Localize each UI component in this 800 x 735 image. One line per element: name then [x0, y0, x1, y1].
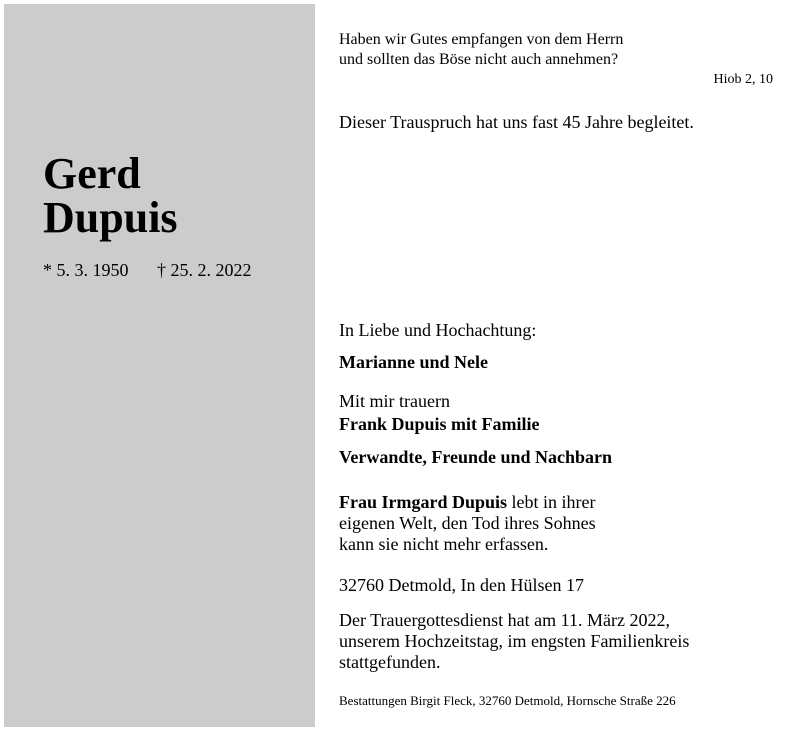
mother-note: [339, 492, 596, 555]
service-line-1: Der Trauergottesdienst hat am 11. März 2022,: [339, 610, 670, 630]
intro-line: In Liebe und Hochachtung:: [339, 320, 537, 340]
co-mourner-2: Verwandte, Freunde und Nachbarn: [339, 447, 613, 467]
co-mourner-1: Frank Dupuis mit Familie: [339, 414, 540, 434]
service-note: [339, 610, 689, 673]
deceased-name: [43, 149, 178, 242]
death-date: † 25. 2. 2022: [157, 260, 252, 280]
mother-note-line-2: eigenen Welt, den Tod ihres Sohnes: [339, 513, 596, 533]
mother-note-line-1-rest: lebt in ihrer: [507, 492, 596, 512]
funeral-home: Bestattungen Birgit Fleck, 32760 Detmold, Hornsche Straße 226: [339, 693, 676, 708]
name-panel: [4, 4, 315, 727]
mother-note-line-1: [339, 492, 596, 513]
birth-date: * 5. 3. 1950: [43, 260, 129, 280]
service-line-3: stattgefunden.: [339, 652, 441, 672]
co-mourners-intro: Mit mir trauern: [339, 391, 450, 411]
bible-quote: [339, 30, 623, 70]
address: 32760 Detmold, In den Hülsen 17: [339, 575, 584, 595]
mother-note-line-3: kann sie nicht mehr erfassen.: [339, 534, 549, 554]
quote-line-1: Haben wir Gutes empfangen von dem Herrn: [339, 31, 624, 48]
mother-name: Frau Irmgard Dupuis: [339, 492, 508, 512]
quote-reference: Hiob 2, 10: [713, 72, 773, 87]
quote-line-2: und sollten das Böse nicht auch annehmen?: [339, 51, 619, 68]
primary-mourners: Marianne und Nele: [339, 352, 489, 372]
last-name: Dupuis: [43, 193, 178, 242]
obituary-notice: [4, 4, 796, 727]
wedding-verse-note: Dieser Trauspruch hat uns fast 45 Jahre begleitet.: [339, 112, 694, 132]
service-line-2: unserem Hochzeitstag, im engsten Familienkreis: [339, 631, 690, 651]
life-dates: [43, 259, 252, 281]
first-name: Gerd: [43, 149, 141, 198]
